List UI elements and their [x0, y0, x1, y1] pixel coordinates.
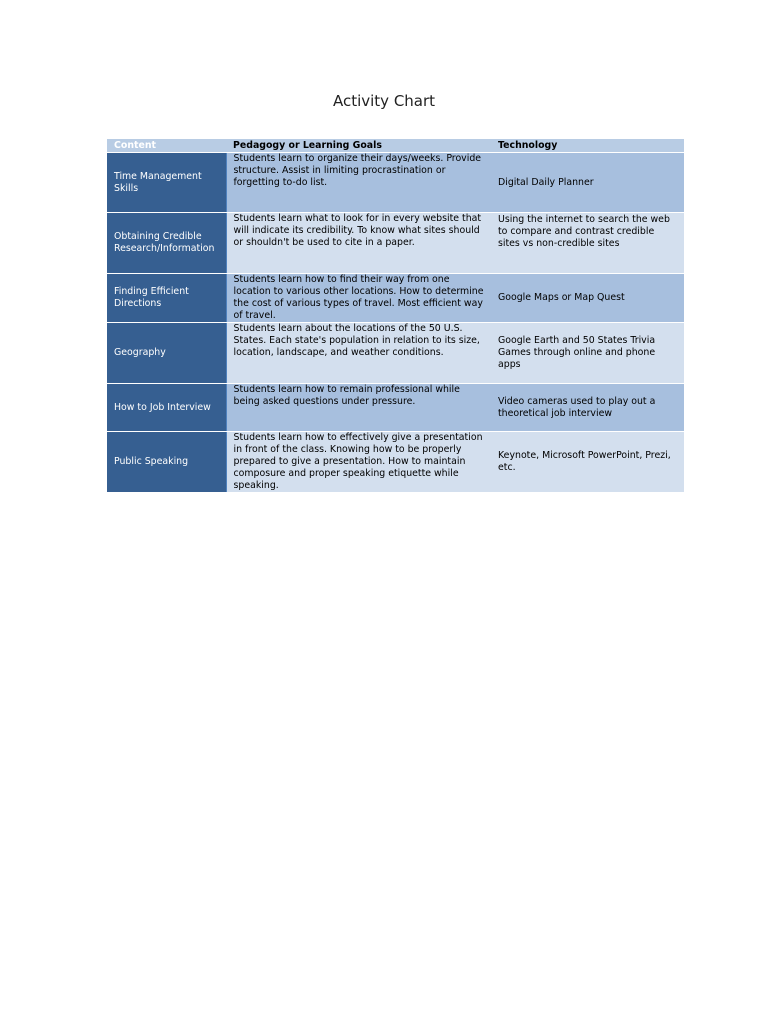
goal-cell: Students learn how to remain professional while being asked questions under pressure. [226, 384, 491, 432]
technology-cell: Google Maps or Map Quest [491, 274, 684, 323]
activity-table [107, 139, 684, 493]
header-content: Content [107, 139, 226, 153]
topic-cell: Obtaining Credible Research/Information [107, 213, 226, 274]
goal-cell: Students learn how to effectively give a presentation in front of the class. Knowing how to be properly prepared to give a presentation. How to maintain composure and proper speaking etiquette while speaking. [226, 432, 491, 493]
table-row [107, 432, 684, 493]
table-row [107, 153, 684, 213]
table-row [107, 323, 684, 384]
topic-cell: How to Job Interview [107, 384, 226, 432]
goal-cell: Students learn to organize their days/weeks. Provide structure. Assist in limiting procrastination or forgetting to-do list. [226, 153, 491, 213]
table-row [107, 213, 684, 274]
goal-cell: Students learn how to find their way from one location to various other locations. How to determine the cost of various types of travel. Most efficient way of travel. [226, 274, 491, 323]
topic-cell: Public Speaking [107, 432, 226, 493]
technology-cell: Google Earth and 50 States Trivia Games through online and phone apps [491, 323, 684, 384]
header-technology: Technology [491, 139, 684, 153]
table-header [107, 139, 684, 153]
technology-cell: Keynote, Microsoft PowerPoint, Prezi, etc. [491, 432, 684, 493]
topic-cell: Finding Efficient Directions [107, 274, 226, 323]
technology-cell: Digital Daily Planner [491, 153, 684, 213]
table-body [107, 153, 684, 493]
goal-cell: Students learn what to look for in every website that will indicate its credibility. To know what sites should or shouldn't be used to cite in a paper. [226, 213, 491, 274]
technology-cell: Using the internet to search the web to compare and contrast credible sites vs non-credible sites [491, 213, 684, 274]
header-row [107, 139, 684, 153]
goal-cell: Students learn about the locations of the 50 U.S. States. Each state's population in relation to its size, location, landscape, and weather conditions. [226, 323, 491, 384]
table-row [107, 274, 684, 323]
document-title: Activity Chart [332, 92, 436, 110]
technology-cell: Video cameras used to play out a theoretical job interview [491, 384, 684, 432]
header-pedagogy: Pedagogy or Learning Goals [226, 139, 491, 153]
topic-cell: Time Management Skills [107, 153, 226, 213]
table-row [107, 384, 684, 432]
topic-cell: Geography [107, 323, 226, 384]
